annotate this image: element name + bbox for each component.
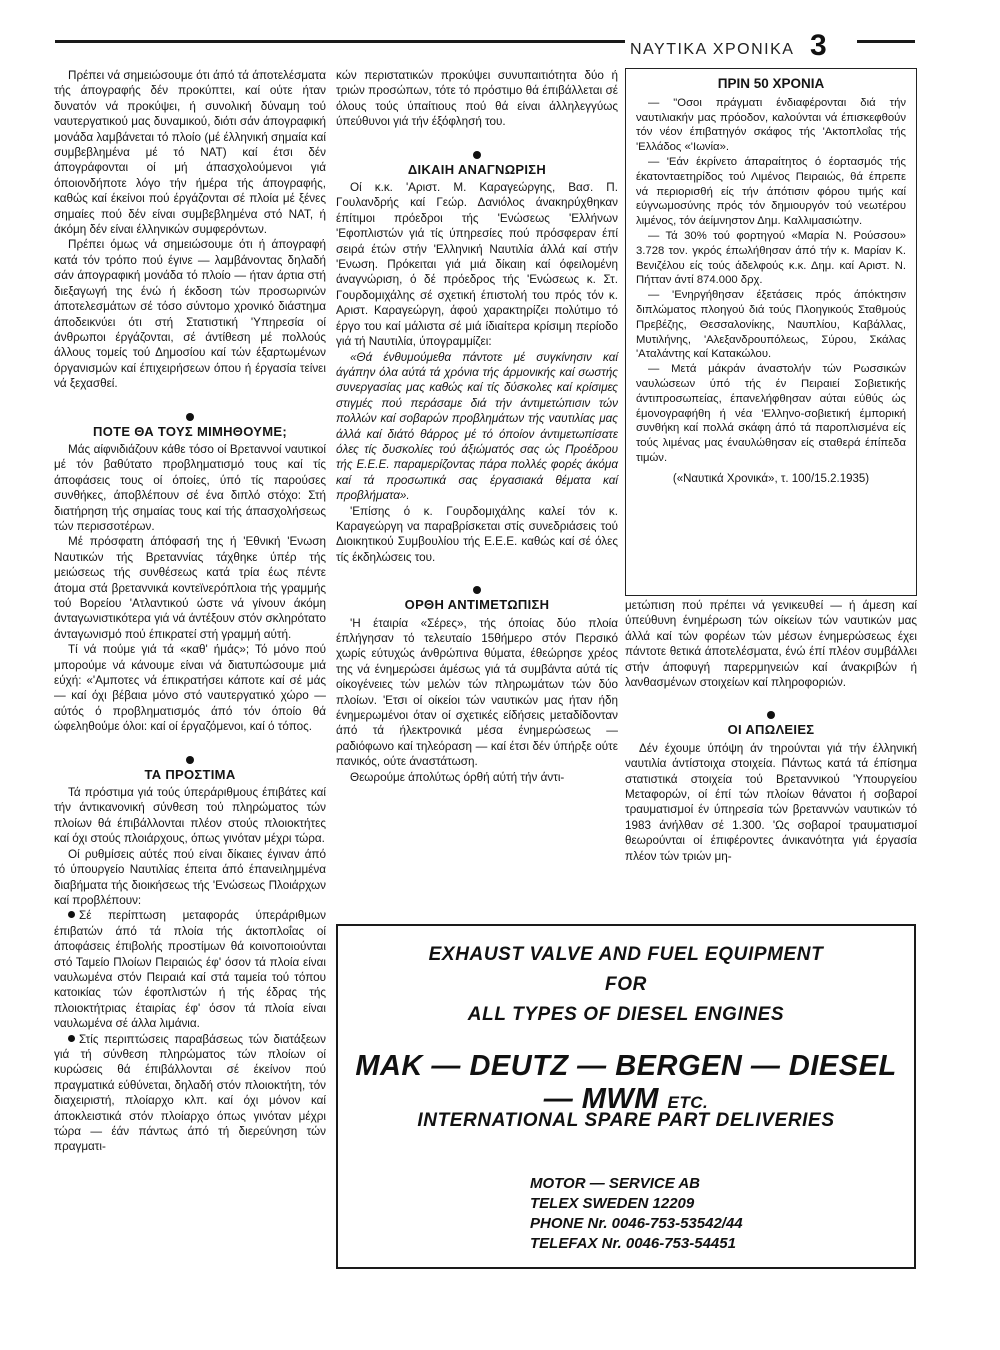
- sidebar-box-50-years: [625, 68, 917, 596]
- section-separator: [54, 753, 326, 763]
- article-paragraph: 'Η έταιρία «Σέρες», τής όποίας δύο πλοία έπλήγησαν τό τελευταίο 15θήμερο στόν Περσικό χωρίς εύτυχώς άνθρώπινα θύματα, έθεώρησε χρέος της νά ένημερώσει άμέσως γιά τά συμβάντα αύτά τίς οίκογένειες τών μελών τών πληρωμάτων τών δύο πλοίων. 'Ετσι οί οίκείοι τών ναυτικών μας ήταν ήδη ένημερωμένοι όταν οί σχετικές είδήσεις μεταδίδονταν άπό τά ήλεκτρονικά μέσα ένημερώσεως — ραδιόφωνο καί τηλεόραση — καί έτσι δέν ύπήρξε ούτε πανικός, ούτε άναστάτωση.: [336, 616, 618, 769]
- masthead-rule-right: [857, 40, 915, 43]
- article-paragraph: Τά πρόστιμα γιά τούς ύπεράριθμους έπιβάτες καί τήν άντικανονική σύνθεση τού πληρώματος τών πλοίων θά έπιβάλλονται πλέον στούς πλοιοκτήτες καί όχι στούς πλοιάρχους, όπως γινόταν μέχρι τώρα.: [54, 786, 326, 846]
- sidebar-item: — 'Εάν έκρίνετο άπαραίτητος ό έορτασμός τής έκατονταετηρίδος τού Λιμένος Πειραιώς, θά έπρεπε νά περιορισθή είς τήν άπότισιν φόρου τιμής καί εύγνωμοσύνης πρός τόν δημιουργόν τού νεωτέρου λιμένος, τόν άείμνηστον Δημ. Καλλιμασιώτην.: [636, 155, 906, 228]
- intro-paragraph: Πρέπει νά σημειώσουμε ότι άπό τά άποτελέσματα τής άπογραφής δέν προκύπτει, καί ούτε ήταν δυνατόν νά προκύψει, ή συνολική δύναμη τού ναυτεργατικού μας δυναμικού, διότι σάν άπογραφική μονάδα λαμβάνεται τό πλοίο (μέ έλληνική σημαία καί συμβεβλημένα μέ τό ΝΑΤ) καί έτσι δέν άπογράφονται οί μή άπασχολούμενοι γιά όποιονδήποτε λόγο τήν ήμέρα τής άπογραφής, καθώς καί έκείνοι πού έργάζονται σέ πλοία μέ ξένες σημαίες πού δέν είναι συμβεβλημένα στό ΝΑΤ, ή άκόμη δέν είναι έλληνικών συμφερόντων.: [54, 69, 326, 237]
- sidebar-item: — 'Ενηργήθησαν έξετάσεις πρός άπόκτησιν διπλώματος πλοηγού διά τούς Πλοηγικούς Σταθμούς Πρεβέζης, Θεσσαλονίκης, Ναυπλίου, Καβάλλας, Μυτιλήνης, 'Αλεξανδρουπόλεως, Σύρου, Σκάλας 'Αταλάντης καί Κατακώλου.: [636, 289, 906, 361]
- masthead-title: ΝΑΥΤΙΚΑ ΧΡΟΝΙΚΑ: [630, 41, 795, 58]
- section-heading-anagnorisi: ΔΙΚΑΙΗ ΑΝΑΓΝΩΡΙΣΗ: [407, 161, 547, 177]
- separator-dot-icon: [473, 151, 481, 159]
- page-number: 3: [810, 29, 827, 62]
- article-paragraph: Οί ρυθμίσεις αύτές πού είναι δίκαιες έγιναν άπό τό ύπουργείο Ναυτιλίας έπειτα άπό έπανειλημμένα διαβήματα τής διοικήσεως τής 'Ενώσεως Πλοιάρχων καί προβλέπουν:: [54, 847, 326, 907]
- article-paragraph: Μάς αίφνιδιάζουν κάθε τόσο οί Βρεταννοί ναυτικοί μέ τόν βαθύτατο προβληματισμό τους καί τίς άποφάσεις τους οί όποίες, ύπό τίς παρούσες συνθήκες, άποβλέπουν σέ ένα διπλό στόχο: Στή διατήρηση τής σημαίας τους καί τής άπασχολήσεως τών περισσοτέρων.: [54, 442, 326, 533]
- sidebar-item: — Τά 30% τού φορτηγού «Μαρία Ν. Ρούσσου» 3.728 τον. γκρός έπωλήθησαν άπό τήν κ. Μαρίαν Κ. Βενιζέλου είς τούς άδελφούς κ.κ. Δημ. καί Αριστ. Ν. Πήτταν άντί 874.000 δρχ.: [636, 229, 906, 287]
- ad-line-deliveries: INTERNATIONAL SPARE PART DELIVERIES: [417, 1110, 835, 1131]
- section-separator: [336, 148, 618, 158]
- separator-dot-icon: [767, 711, 775, 719]
- ad-company: MOTOR — SERVICE AB: [530, 1175, 701, 1192]
- bullet-text: Σέ περίπτωση μεταφοράς ύπεράριθμων έπιβατών άπό τά πλοία τής άκτοπλοΐας οί άποφάσεις έπιβολής προστίμων θά κοινοποιούνται στό Ταμείο Πλοίων Πειραιώς έφ' όσον τά πλοία είναι ναυλωμένα στόν Πειραιά καί στά ταμεία τού τόπου κατοικίας τών έφοπλιστών ή τής έδρας τής πλοιοκτήτριας έταιρίας έφ' όσον τά πλοία είναι ναυλωμένα σέ άλλα λιμάνια.: [54, 909, 326, 1031]
- continued-paragraph: μετώπιση πού πρέπει νά γενικευθεί — ή άμεση καί ύπεύθυνη ένημέρωση τών οίκείων τών ναυτικών μας άλλά καί τών φορέων τών μέσων ένημερώσεως έχει πάντοτε θετικά άποτελέσματα, ένώ έπί πλέον συμβάλλει στήν άποφυγή παρερμηνειών καί άνακριβών ή λανθασμένων στοιχείων καί πληροφοριών.: [625, 599, 917, 690]
- article-quote: «Θά ένθυμούμεθα πάντοτε μέ συγκίνησιν καί άγάπην όλα αύτά τά χρόνια τής άρμονικής καί σωστής συνεργασίας μας καθώς καί τίς δύσκολες καί κρίσιμες στιγμές πού περάσαμε διά τήν άντιμετώπισιν τών πολλών καί σοβαρών προβλημάτων τής ναυτιλίας μας άλλά καί διάτό θάρρος μέ τό όποίον άντιμετωπίσατε όλες τίς δυσκολίες τού άξιώματός σας ώς Προέδρου τής Ε.Ε.Ε. παραμερίζοντας πάρα πολλές φορές άκόμα καί τά προσωπικά σας έργασιακά θέματα καί προβλήματα».: [336, 350, 618, 503]
- section-separator: [54, 410, 326, 420]
- column-2: [336, 68, 618, 785]
- column-3: [625, 598, 917, 864]
- ad-contact-block: [530, 1174, 743, 1254]
- section-separator: [336, 583, 618, 593]
- article-paragraph: Τί νά πούμε γιά τά «καθ' ήμάς»; Τό μόνο πού μπορούμε νά κάνουμε είναι νά διατυπώσουμε μιά εύχή: «'Αμποτες νά έπικρατήσει κάποτε καί σέ μάς — καί όχι βέβαια μόνο στό ναυτεργατικό χώρο — αύτός ό προβληματισμός άπό τόν όποίο θά ώφεληθούμε όλοι: καί οί έργαζόμενοι, καί ό τόπος.: [54, 643, 326, 734]
- article-paragraph: Οί κ.κ. 'Αριστ. Μ. Καραγεώργης, Βασ. Π. Γουλανδρής καί Γεώρ. Δανιόλος άνακηρύχθηκαν έπίτιμοι πρόεδροι τής 'Ενώσεως 'Ελλήνων 'Εφοπλιστών γιά τίς ύπηρεσίες πού πρόσφεραν έπί σειρά έτών στήν 'Ελληνική Ναυτιλία άλλά καί στήν 'Ενωση. Πρόκειται γιά μιά δίκαιη καί όφειλομένη άναγνώριση, ό δέ πρόεδρος τής 'Ενώσεως κ. Στ. Γουρδομιχάλης σέ σχετική έπιστολή του πρός τόν κ. Αριστ. Καραγεώργη, άφού χαρακτηρίζει πολύτιμο τό έργο του καί μάλιστα σέ μιά ίδιαίτερα κρίσιμη περίοδο γιά τή Ναυτιλία, ύπογραμμίζει:: [336, 181, 618, 349]
- intro-paragraph: Πρέπει όμως νά σημειώσουμε ότι ή άπογραφή κατά τόν τρόπο πού έγινε — λαμβάνοντας δηλαδή σάν άπογραφική μονάδα τό πλοίο — ήταν άρτια στή διεξαγωγή της ένώ ή έκδοση τών προσωρινών άποτελεσμάτων σέ τόσο σύντομο χρονικό διάστημα άποδεικνύει ότι στή Στατιστική 'Υπηρεσία οί άνθρωποι έργάζονται, σέ άντίθεση μέ πολλούς άλλους τομείς τού Δημοσίου καί τών έξαρτωμένων όργανισμών καί έπιχειρήσεων όπου ή έργασία τείνει νά ξεχασθεί.: [54, 238, 326, 391]
- advertisement-box: [336, 924, 916, 1269]
- ad-phone: PHONE Nr. 0046-753-53542/44: [530, 1215, 743, 1232]
- bullet-icon: [68, 1035, 75, 1042]
- section-heading-apoleies: ΟΙ ΑΠΩΛΕΙΕΣ: [727, 722, 815, 738]
- article-paragraph: Μέ πρόσφατη άπόφασή της ή 'Εθνική 'Ενωση Ναυτικών τής Βρεταννίας τάχθηκε ύπέρ τής μειώσεως τής συνθέσεως κατά τρία έως πέντε άτομα στά βρεταννικά κοντεϊνερόπλοια τής γραμμής τού Βορείου 'Ατλαντικού ώστε νά γίνουν άκόμη άνταγωνιστικότερα γιά νά άντέξουν στόν σκληρότατο άνταγωνισμό πού έπικρατεί στή γραμμή αύτή.: [54, 535, 326, 641]
- separator-dot-icon: [186, 756, 194, 764]
- separator-dot-icon: [186, 413, 194, 421]
- sidebar-item: — Μετά μάκράν άναστολήν τών Ρωσσικών ναυλώσεων ύπό τής έν Πειραιεί Σοβιετικής άντιπροσωπείας, έπανελήφθησαν αύται εύθύς ώς έμονογραφήθη ή νέα 'Ελληνο-σοβιετική έμπορική συνθήκη καί πολλά σκάφη άπό τά παροπλισμένα είς τούς λιμένας μας έναυλώθησαν είς σταθερά έπίπεδα τιμών.: [636, 363, 906, 464]
- bullet-paragraph: [54, 1032, 326, 1155]
- masthead-rule-left: [55, 40, 625, 43]
- continued-paragraph: κών περιστατικών προκύψει συνυπαιτιότητα δύο ή τριών προσώπων, τότε τό πρόστιμο θά έπιβάλλεται σέ όλους τούς ύπαίτιους πού θά είναι άλληλεγγύως ύπεύθυνοι γιά τήν έξόφλησή του.: [336, 69, 618, 129]
- section-heading-mimithoume: ΠΟΤΕ ΘΑ ΤΟΥΣ ΜΙΜΗΘΟΥΜΕ;: [93, 423, 287, 439]
- section-heading-antimetopisi: ΟΡΘΗ ΑΝΤΙΜΕΤΩΠΙΣΗ: [404, 597, 550, 613]
- bullet-paragraph: [54, 908, 326, 1031]
- column-1: [54, 68, 326, 1155]
- ad-line-for: FOR: [605, 974, 647, 995]
- section-separator: [625, 708, 917, 718]
- bullet-text: Στίς περιπτώσεις παραβάσεως τών διατάξεων γιά τή σύνθεση πληρώματος τών πλοίων οί κυρώσεις θά έπιβάλλονται σέ έκείνον πού πραγματικά εύθύνεται, δηλαδή στόν πλοιοκτήτη, τόν διαχειριστή, πλοίαρχο κλπ. καί όχι μόνον καί άποκλειστικά στόν πλοίαρχο όπως γινόταν μέχρι τώρα — έάν πάντως άπό τή διερεύνηση τών πραγματι-: [54, 1032, 326, 1154]
- ad-brand-list: MAK — DEUTZ — BERGEN — DIESEL — MWM: [355, 1050, 897, 1115]
- ad-line-diesel-engines: ALL TYPES OF DIESEL ENGINES: [467, 1004, 785, 1025]
- bullet-icon: [68, 911, 75, 918]
- ad-telex: TELEX SWEDEN 12209: [530, 1195, 695, 1212]
- ad-telefax: TELEFAX Nr. 0046-753-54451: [530, 1235, 736, 1252]
- article-paragraph: Θεωρούμε άπολύτως όρθή αύτή τήν άντι-: [350, 770, 565, 784]
- sidebar-item: — "Οσοι πράγματι ένδιαφέρονται διά τήν ναυτιλιακήν μας πρόοδον, καλούνται νά έπισκεφθούν τόν νέον έπιβατηγόν σκάφος τής 'Ακτοπλοΐας τής 'Ελλάδος «'Ιωνία».: [636, 96, 906, 154]
- ad-line-exhaust: EXHAUST VALVE AND FUEL EQUIPMENT: [428, 944, 824, 965]
- article-paragraph: 'Επίσης ό κ. Γουρδομιχάλης καλεί τόν κ. Καραγεώργη να παραβρίσκεται στίς συνεδριάσεις τού Διοικητικού Συμβουλίου τής Ε.Ε.Ε. καθώς καί σέ όλες τίς έκδηλώσεις του.: [336, 504, 618, 564]
- ad-brands: [338, 1050, 914, 1116]
- sidebar-title: ΠΡΙΝ 50 ΧΡΟΝΙΑ: [717, 76, 825, 91]
- article-paragraph: Δέν έχουμε ύπόψη άν τηρούνται γιά τήν έλληνική ναυτιλία άντίστοιχα στοιχεία. Πάντως κατά τά έπίσημα στατιστικά στοιχεία τού Βρεταννικού 'Υπουργείου Μεταφορών, οί έπί τών πλοίων θάνατοι ή σοβαροί τραυματισμοί έν ύπηρεσία τών βρεταννών ναυτικών τό 1983 άνήλθαν σέ 1.300. 'Ως σοβαροί τραυματισμοί θεωρούνται οί έπιφέροντες άνικανότητα γιά έργασία πλέον τών τριών μη-: [625, 741, 917, 863]
- ad-brand-etc: ETC.: [667, 1093, 709, 1112]
- separator-dot-icon: [473, 586, 481, 594]
- sidebar-source: («Ναυτικά Χρονικά», τ. 100/15.2.1935): [672, 472, 870, 485]
- section-heading-prostima: ΤΑ ΠΡΟΣΤΙΜΑ: [144, 766, 236, 782]
